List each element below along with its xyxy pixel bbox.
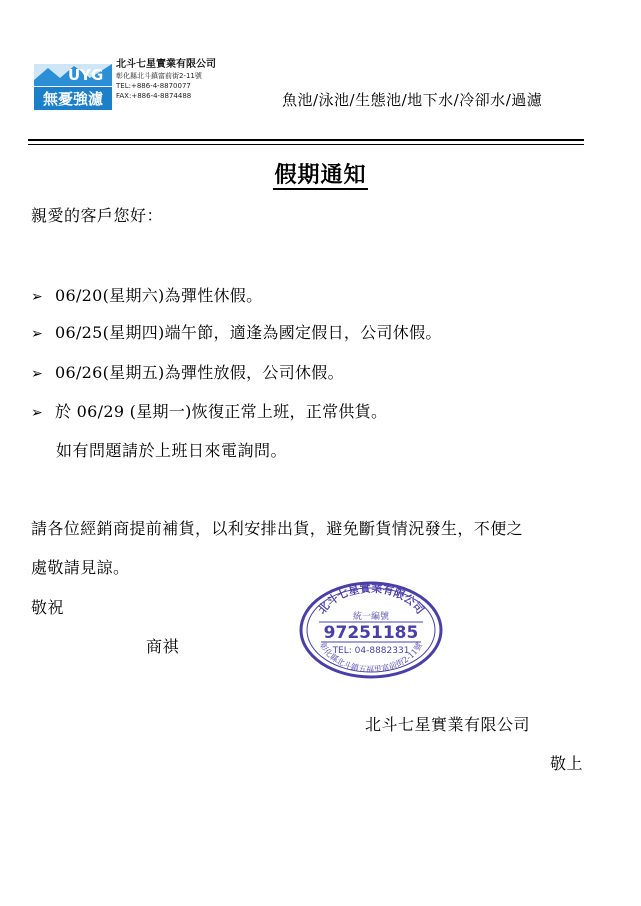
logo-brand-text: UYG [68,66,104,84]
list-item-text: 06/20(星期六)為彈性休假。 [55,286,263,305]
arrow-bullet-icon: ➢ [31,405,44,421]
list-item [31,360,344,383]
logo-slogan-text: 無憂強濾 [42,90,104,108]
closing-greeting: 敬祝 [31,598,65,617]
arrow-bullet-icon: ➢ [31,366,44,382]
seal-tel: TEL: 04-8882331 [332,646,410,656]
list-item-text: 於 06/29 (星期一)恢復正常上班，正常供貨。 [55,402,388,421]
company-fax: FAX:+886-4-8874488 [116,92,192,100]
notice-title [0,158,641,189]
arrow-bullet-icon: ➢ [31,289,44,305]
header-divider-thick [28,139,584,141]
company-logo [34,58,112,110]
paragraph-line-1: 請各位經銷商提前補貨，以利安排出貨，避免斷貨情況發生，不便之 [31,519,524,538]
list-item-text: 06/25(星期四)端午節，適逢為國定假日，公司休假。 [55,323,442,342]
greeting: 親愛的客戶您好： [31,206,164,225]
header-divider-thin [28,144,584,145]
company-seal [297,580,445,680]
list-item [31,320,442,343]
list-item [31,399,387,422]
seal-label: 統一編號 [352,612,390,622]
notice-title-text: 假期通知 [274,162,367,188]
company-address: 彰化縣北斗鎮富前街2-11號 [116,72,202,80]
seal-company-name: 北斗七星實業有限公司 [315,581,427,617]
arrow-bullet-icon: ➢ [31,326,44,342]
closing-wish: 商祺 [146,637,180,656]
signature-company: 北斗七星實業有限公司 [365,715,531,734]
list-item-text: 06/26(星期五)為彈性放假，公司休假。 [55,363,344,382]
contact-note: 如有問題請於上班日來電詢問。 [56,441,288,460]
services-list: 魚池/泳池/生態池/地下水/冷卻水/過濾 [282,91,543,109]
seal-address: 彰化縣北斗鎮五福里富前街2-11號 [317,641,425,675]
list-item [31,283,262,306]
company-tel: TEL:+886-4-8870077 [116,82,191,90]
signoff: 敬上 [550,754,584,773]
seal-number: 97251185 [323,623,419,643]
company-name: 北斗七星實業有限公司 [116,59,216,70]
company-info [116,58,216,101]
paragraph-line-2: 處敬請見諒。 [31,558,130,577]
